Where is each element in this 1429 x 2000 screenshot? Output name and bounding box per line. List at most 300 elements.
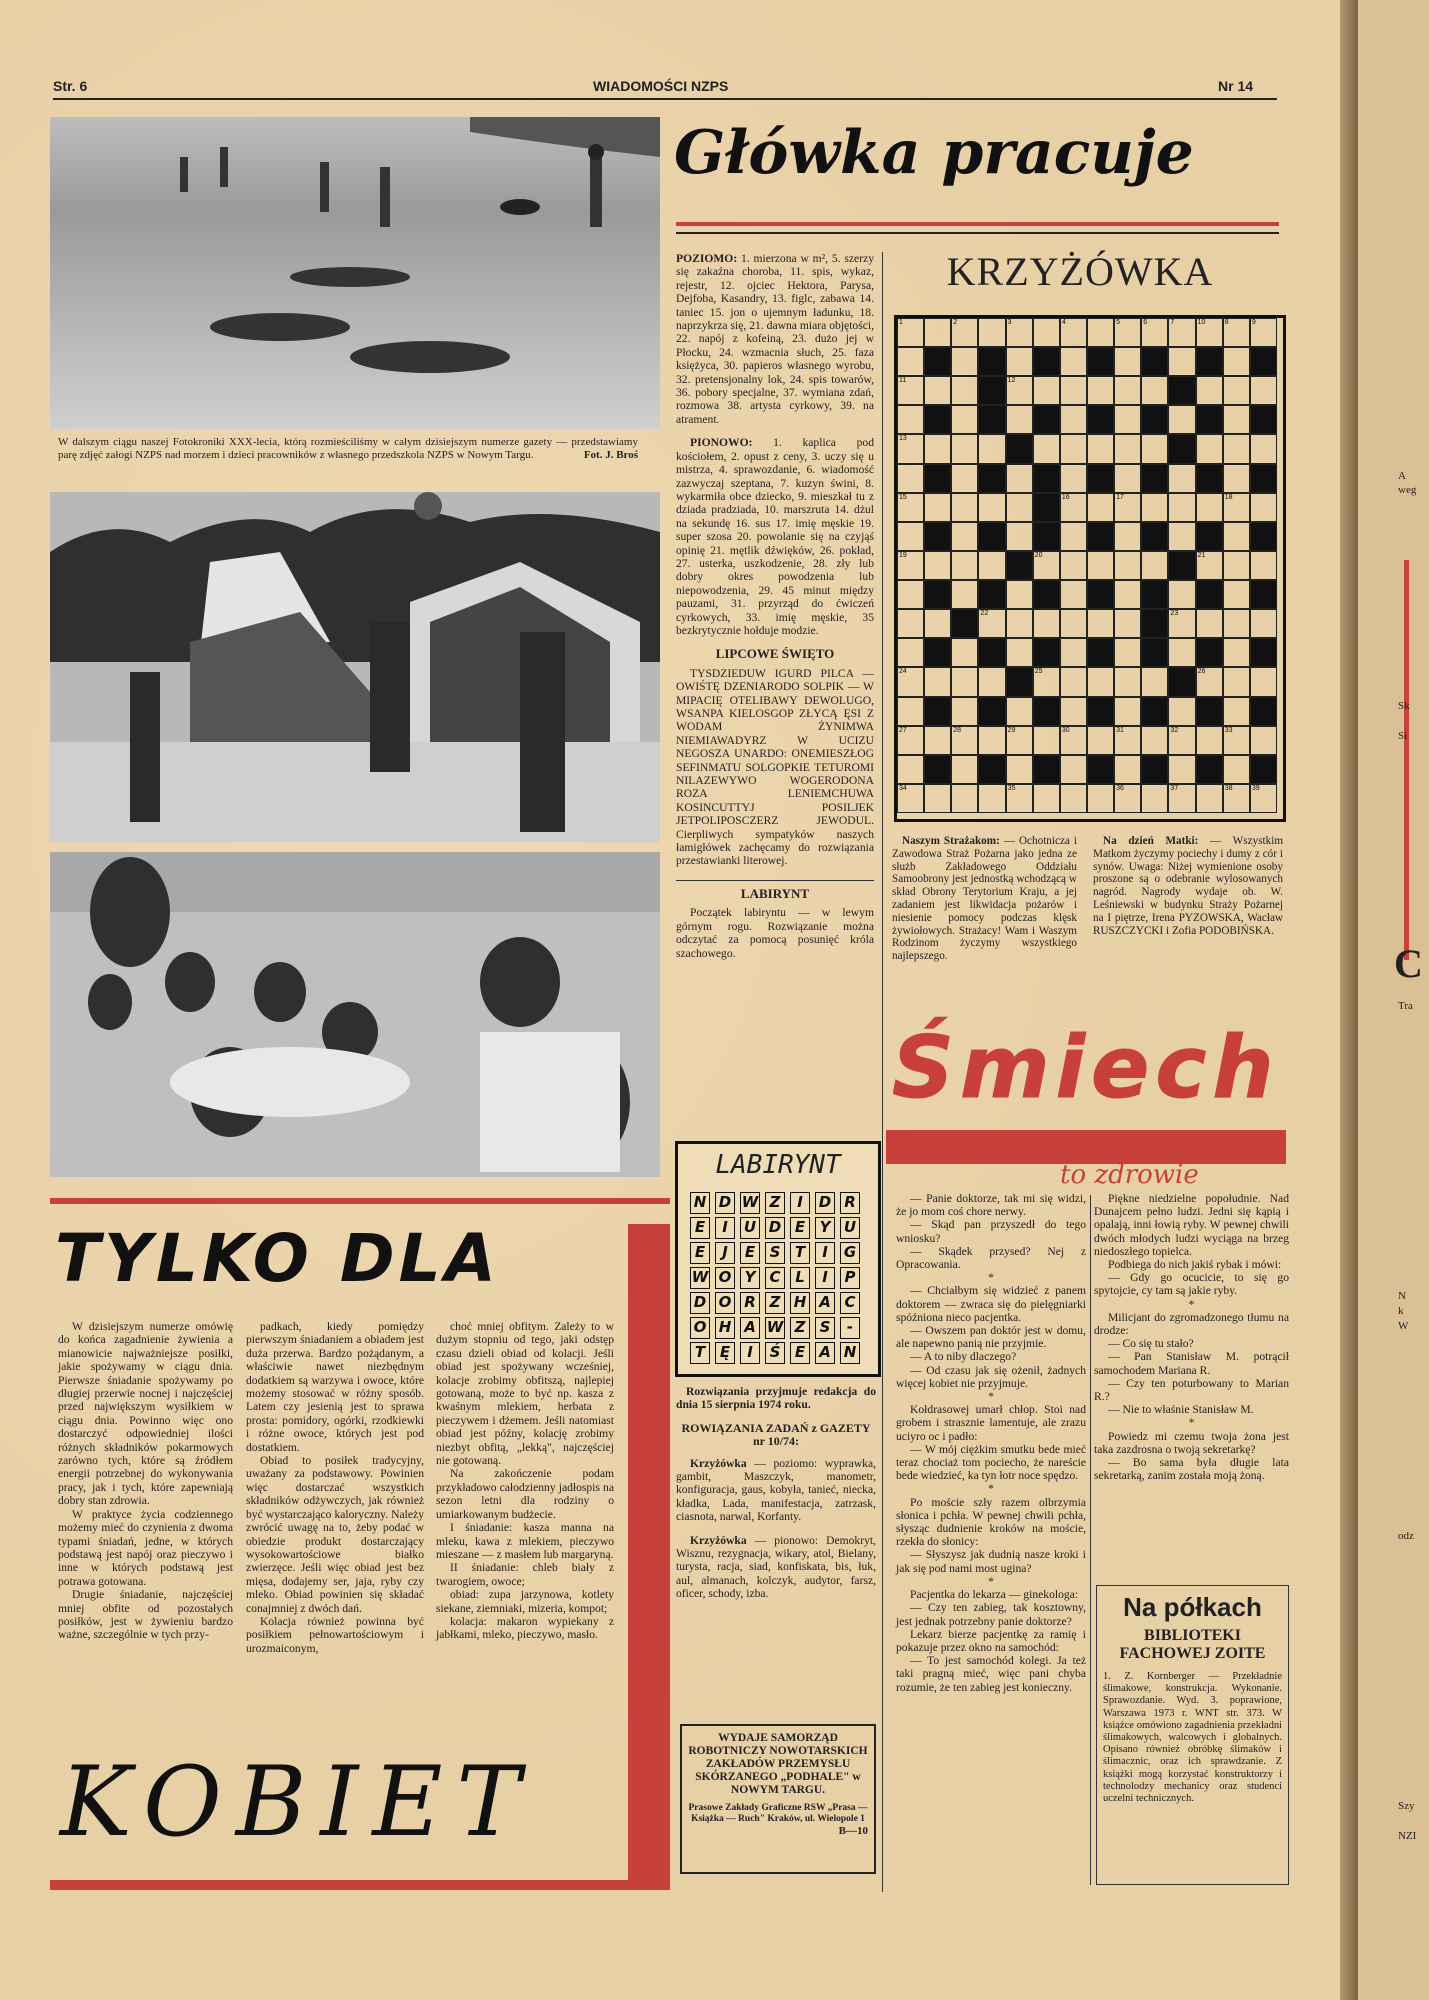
smiech-banner <box>886 1130 1286 1164</box>
crossword-cell <box>1141 580 1168 609</box>
labirynt-letter: O <box>715 1292 735 1314</box>
labirynt-letter: O <box>715 1267 735 1289</box>
crossword-cell <box>978 667 1005 696</box>
crossword-cell-number: 19 <box>899 551 907 559</box>
smiech-col1-para: — Skądek przysed? Nej z Opracowania. <box>896 1244 1086 1272</box>
smiech-col1-para: * <box>988 1574 994 1588</box>
crossword-cell <box>1006 347 1033 376</box>
crossword-cell <box>1060 784 1087 813</box>
crossword-cell <box>1114 638 1141 667</box>
kobiet-col3-para: I śniadanie: kasza manna na mleku, kawa z mlekiem, pieczywo mieszane — z masłem lub margaryną. <box>436 1521 614 1561</box>
smiech-col1-para: — Panie doktorze, tak mi się widzi, że jo mom coś chore nerwy. <box>896 1192 1086 1219</box>
crossword-cell <box>1250 376 1277 405</box>
smiech-col1-para: — Słyszysz jak dudnią nasze kroki i jak się pod nami most ugina? <box>896 1548 1086 1575</box>
crossword-cell-number: 22 <box>980 610 989 618</box>
smiech-col2-para: Powiedz mi czemu twoja żona jest taka zazdrosna o twoją sekretarkę? <box>1094 1429 1289 1456</box>
page-spine <box>1340 0 1358 2000</box>
crossword-cell <box>1141 405 1168 434</box>
crossword-cell <box>897 464 924 493</box>
labirynt-letter: Z <box>790 1317 810 1339</box>
smiech-col2-para: — Co się tu stało? <box>1108 1337 1194 1351</box>
jokes-column-2 <box>1094 1192 1289 1482</box>
kobiet-col2-para: padkach, kiedy pomiędzy pierwszym śniadaniem a obiadem jest duża przerwa. Bardzo pożądanym, a właściwie nawet niezbędnym dodatkiem są warzywa i owoce, które możemy stosować w różny sposób. Latem czy jesienią jest to sprawa prosta: pomidory, ogórki, rzodkiewki i różne owoce, których jest pod dostatkiem. <box>246 1320 424 1454</box>
crossword-cell <box>1033 609 1060 638</box>
crossword-cell <box>978 697 1005 726</box>
crossword-cell <box>897 726 924 755</box>
labirynt-letter: N <box>690 1192 710 1214</box>
next-page-fragment: Sk <box>1398 700 1410 712</box>
crossword-cell <box>1168 755 1195 784</box>
labirynt-letter: Ę <box>715 1342 735 1364</box>
smiech-subtitle: to zdrowie <box>1060 1160 1199 1190</box>
camping-photo <box>50 492 660 842</box>
crossword-cell <box>1168 347 1195 376</box>
crossword-cell <box>1060 405 1087 434</box>
crossword-cell <box>1087 784 1114 813</box>
crossword-cell-number: 5 <box>1116 319 1121 326</box>
crossword-cell <box>1250 347 1277 376</box>
crossword-cell <box>897 347 924 376</box>
crossword-cell <box>1087 580 1114 609</box>
crossword-cell <box>1006 638 1033 667</box>
strazakom-note <box>892 835 1077 963</box>
crossword-cell <box>1250 609 1277 638</box>
crossword-cell <box>897 551 924 580</box>
crossword-cell <box>1141 464 1168 493</box>
crossword-cell <box>1223 580 1250 609</box>
kobiet-col1-para: W praktyce życia codziennego możemy mieć do czynienia z dwoma typami śniadań, jedne, w których podstawą jest napój oraz pieczywo i inne w których podstawą jest potrawa gotowana. <box>58 1507 233 1588</box>
crossword-cell <box>1087 638 1114 667</box>
rozw2-label: Krzyżówka <box>690 1533 747 1547</box>
crossword-cell <box>978 784 1005 813</box>
crossword-cell <box>1168 638 1195 667</box>
rowiazania-title: ROWIĄZANIA ZADAŃ z GAZETY nr 10/74: <box>681 1420 871 1449</box>
crossword-cell <box>924 376 951 405</box>
crossword-cell-number: 10 <box>1197 319 1206 326</box>
labirynt-letter: D <box>715 1192 735 1214</box>
crossword-cell <box>1250 580 1277 609</box>
rozwiazania-column <box>676 1385 876 1601</box>
crossword-cell <box>1060 376 1087 405</box>
crossword-grid <box>894 315 1286 822</box>
labirynt-letter: I <box>815 1242 835 1264</box>
crossword-cell <box>1114 464 1141 493</box>
crossword-cell <box>978 347 1005 376</box>
smiech-col2-para: — Gdy go ocucicie, to się go spytojcie, cy tam są jakie ryby. <box>1094 1271 1289 1298</box>
crossword-cell <box>1033 755 1060 784</box>
crossword-cell <box>1114 434 1141 463</box>
crossword-cell <box>1033 405 1060 434</box>
crossword-cell <box>1087 493 1114 522</box>
crossword-cell <box>1223 784 1250 813</box>
crossword-cell <box>924 580 951 609</box>
smiech-col2-para: — Nie to właśnie Stanisław M. <box>1108 1403 1254 1417</box>
crossword-cell <box>1114 609 1141 638</box>
crossword-cell <box>897 318 924 347</box>
crossword-cell <box>1196 697 1223 726</box>
kobiet-column-1 <box>58 1320 233 1642</box>
crossword-cell <box>897 784 924 813</box>
crossword-cell <box>1060 493 1087 522</box>
labirynt-letter: E <box>790 1342 810 1364</box>
crossword-cell <box>1196 638 1223 667</box>
crossword-cell <box>924 434 951 463</box>
crossword-cell <box>1033 667 1060 696</box>
next-page-fragment: weg <box>1398 484 1417 496</box>
smiech-col2-para: — Bo sama była długie lata sekretarką, zanim została moją żoną. <box>1094 1456 1289 1483</box>
crossword-cell-number: 9 <box>1251 319 1256 326</box>
crossword-cell-number: 21 <box>1197 551 1206 559</box>
smiech-col1-para: Po moście szły razem olbrzymia słonica i pchła. W pewnej chwili pchła, słysząc dudnienie kroków na moście, rzekła do słonicy: <box>896 1495 1086 1549</box>
crossword-cell <box>1087 434 1114 463</box>
polkach-text: 1. Z. Kornberger — Przekładnie ślimakowe, konstrukcja. Wykonanie. Sprawozdanie. Wyd. 3. poprawione, Warszawa 1973 r. WNT str. 373. W książce omówiono zagadnienia przekładni ślimakowych, walcowych i globalnych. Opisano również obróbkę ślimaków i ślimacznic, oraz ich sprawdzanie. Z książki mogą korzystać konstruktorzy i technolodzy mechanicy oraz studenci uczelni technicznych. <box>1103 1671 1282 1805</box>
crossword-cell-number: 35 <box>1007 784 1016 792</box>
labirynt-letter: D <box>690 1292 710 1314</box>
smiech-col1-para: * <box>988 1390 994 1404</box>
crossword-cell-number: 8 <box>1224 319 1229 326</box>
crossword-cell <box>1114 580 1141 609</box>
crossword-cell <box>1196 318 1223 347</box>
glowka-underline <box>676 222 1279 226</box>
crossword-cell <box>1250 638 1277 667</box>
crossword-cell <box>978 493 1005 522</box>
labirynt-letter: E <box>740 1242 760 1264</box>
labirynt-letter: S <box>765 1242 785 1264</box>
smiech-col2-para: Milicjant do zgromadzonego tłumu na drodze: <box>1094 1310 1289 1338</box>
labirynt-letter: Z <box>765 1192 785 1214</box>
crossword-cell <box>1250 667 1277 696</box>
crossword-cell <box>1006 726 1033 755</box>
crossword-cell <box>1223 493 1250 522</box>
labirynt-letter: N <box>840 1342 860 1364</box>
crossword-cell <box>1006 551 1033 580</box>
crossword-cell <box>1223 318 1250 347</box>
rozw1-text: — poziomo: wyprawka, gambit, Maszczyk, manometr, konfiguracja, gaus, kobyła, tanieć, niecka, kładka, Lada, manifestacja, zatrzask, ciasnota, narwal, Korfanty. <box>676 1456 877 1524</box>
crossword-cell <box>1141 726 1168 755</box>
kobiet-frame-top <box>50 1198 670 1204</box>
kobiet-col3-para: Na zakończenie podam przykładowo całodzienny jadłospis na sezon letni dla rodziny o umiarkowanym budżecie. <box>436 1467 614 1521</box>
next-page-fragment: odz <box>1398 1530 1414 1542</box>
crossword-cell-number: 13 <box>899 435 907 443</box>
crossword-cell <box>1060 522 1087 551</box>
labirynt-title: LABIRYNT <box>676 880 874 900</box>
labirynt-letter: E <box>790 1217 810 1239</box>
labirynt-letter: - <box>840 1317 860 1339</box>
crossword-cell <box>1141 697 1168 726</box>
crossword-cell <box>1006 697 1033 726</box>
labirynt-letter: I <box>715 1217 735 1239</box>
crossword-cell <box>978 318 1005 347</box>
crossword-cell <box>1087 347 1114 376</box>
page-number: Str. 6 <box>53 78 88 94</box>
crossword-cell <box>951 580 978 609</box>
labirynt-letter: R <box>840 1192 860 1214</box>
wydaje-text: WYDAJE SAMORZĄD ROBOTNICZY NOWOTARSKICH ZAKŁADÓW PRZEMYSŁU SKÓRZANEGO „PODHALE" w NOWYM TARGU. <box>688 1732 868 1796</box>
crossword-cell <box>1141 638 1168 667</box>
crossword-cell <box>1250 405 1277 434</box>
crossword-cell <box>951 755 978 784</box>
crossword-cell <box>1141 784 1168 813</box>
crossword-cell <box>1141 347 1168 376</box>
crossword-cell <box>924 318 951 347</box>
crossword-cell <box>1087 697 1114 726</box>
druk-nr: B—10 <box>838 1825 868 1837</box>
crossword-cell <box>924 784 951 813</box>
labirynt-letter: H <box>790 1292 810 1314</box>
crossword-cell <box>1033 434 1060 463</box>
crossword-cell <box>1114 697 1141 726</box>
labirynt-letter: R <box>740 1292 760 1314</box>
crossword-cell <box>897 522 924 551</box>
crossword-cell <box>1196 755 1223 784</box>
crossword-cell <box>1168 376 1195 405</box>
crossword-cell <box>1033 580 1060 609</box>
crossword-cell-number: 23 <box>1170 610 1179 618</box>
crossword-cell <box>897 755 924 784</box>
crossword-cell <box>951 464 978 493</box>
kobiet-col1-para: W dzisiejszym numerze omówię do końca zagadnienie żywienia a mianowicie najważniejsze posiłki, jakie spożywamy w ciągu dnia. Pierwsze śniadanie spożywamy po długiej przerwie nocnej i najczęściej przed największym wysiłkiem w ciągu dnia. Powinno więc ono dostarczyć odpowiedniej ilości różnych składników pokarmowych zarówno tych, które są źródłem energii potrzebnej do wykonywania pracy, jak i tych, które zapewniają dobry stan zdrowia. <box>58 1320 233 1508</box>
smiech-col1-para: Pacjentka do lekarza — ginekologa: <box>910 1588 1079 1602</box>
crossword-cell-number: 17 <box>1116 493 1124 501</box>
labirynt-letter: D <box>765 1217 785 1239</box>
crossword-cell <box>1006 434 1033 463</box>
crossword-cell <box>951 551 978 580</box>
crossword-cell-number: 29 <box>1007 726 1016 734</box>
crossword-cell <box>1087 522 1114 551</box>
crossword-cell <box>1168 667 1195 696</box>
issue-number: Nr 14 <box>1218 78 1254 94</box>
smiech-col1-para: Kołdrasowej umarł chłop. Stoi nad grobem i strasznie lamentuje, ale zrazu uciyro oc i padło: <box>896 1403 1086 1443</box>
crossword-cell <box>1168 318 1195 347</box>
photo-caption: W dalszym ciągu naszej Fotokroniki XXX-lecia, którą rozmieściliśmy w całym dzisiejszym numerze gazety — przedstawiamy parę zdjęć załogi NZPS nad morzem i dzieci pracowników z własnego przedszkola NZPS w Nowym Targu. Fot. J. Broś <box>58 436 638 461</box>
crossword-cell <box>978 580 1005 609</box>
crossword-cell <box>978 726 1005 755</box>
crossword-cell <box>951 347 978 376</box>
crossword-cell <box>1196 726 1223 755</box>
page-header <box>53 76 1277 100</box>
crossword-cell-number: 11 <box>899 377 907 385</box>
crossword-cell <box>951 405 978 434</box>
crossword-cell <box>1168 726 1195 755</box>
labirynt-letter: A <box>740 1317 760 1339</box>
smiech-col1-para: — A to niby dlaczego? <box>910 1350 1017 1364</box>
crossword-cell <box>1033 551 1060 580</box>
crossword-cell-number: 31 <box>1116 726 1124 734</box>
crossword-cell <box>1087 609 1114 638</box>
next-page-fragment: k <box>1398 1305 1404 1317</box>
crossword-cell <box>951 522 978 551</box>
crossword-cell <box>1114 755 1141 784</box>
crossword-cell <box>1168 434 1195 463</box>
crossword-cell <box>897 667 924 696</box>
smiech-col2-para: Podbiega do nich jakiś rybak i mówi: <box>1108 1258 1282 1272</box>
labirynt-letter: A <box>815 1292 835 1314</box>
crossword-cell-number: 30 <box>1061 726 1070 734</box>
crossword-cell-number: 25 <box>1034 668 1043 676</box>
jokes-column-1 <box>896 1192 1086 1694</box>
rozw2-text: — pionowo: Demokryt, Wisznu, rezygnacja, wikary, atol, Bielany, turysta, racja, siad, konfiskata, bis, łuk, aul, almanach, kolczyk, audytor, farsz, oficer, schody, izba. <box>676 1533 876 1601</box>
glowka-rule <box>676 232 1279 234</box>
crossword-cell <box>1223 522 1250 551</box>
crossword-cell <box>951 784 978 813</box>
crossword-cell <box>1033 697 1060 726</box>
crossword-cell-number: 4 <box>1061 319 1066 326</box>
kobiet-col3-para: kolacja: makaron wypiekany z jabłkami, mleko, pieczywo, masło. <box>436 1614 614 1642</box>
crossword-cell <box>1250 434 1277 463</box>
crossword-cell <box>1168 784 1195 813</box>
labirynt-letter: P <box>840 1267 860 1289</box>
kobiet-frame-bottom <box>50 1880 670 1890</box>
crossword-cell-number: 24 <box>899 668 907 676</box>
crossword-cell <box>1033 376 1060 405</box>
crossword-cell <box>1006 755 1033 784</box>
crossword-cell <box>924 726 951 755</box>
next-page-fragment: Tra <box>1398 1000 1413 1012</box>
crossword-cell <box>1223 667 1250 696</box>
labirynt-letter: S <box>815 1317 835 1339</box>
beach-photo <box>50 117 660 429</box>
crossword-cell <box>924 464 951 493</box>
crossword-cell <box>1087 726 1114 755</box>
strazakom-label: Naszym Strażakom: <box>902 835 1000 847</box>
crossword-cell <box>1223 697 1250 726</box>
photo-credit: Fot. J. Broś <box>583 449 638 461</box>
labirynt-letter: W <box>690 1267 710 1289</box>
crossword-cell <box>924 522 951 551</box>
crossword-cell-number: 37 <box>1170 784 1179 792</box>
lipcowe-text: TYSDZIEDUW IGURD PILCA — OWIŚTĘ DZENIARODO SOLPIK — W MIPACIĘ OTELIBAWY DEWOLUGO, WSANPA KIELOSGOP ZŁYCĄ ĘSI Z WODAM ŻYNIMWA NIEMIAWADYRZ W UCIZU NEGOSZA UNARDO: ONEMIESZŁOG SEFINMATU SOLGOPKIE TETUROMI NILAZEWYWO WOGERODONA ROZA LENIEMCHUWA KOSINCUTTYJ POSILJEK JETPOLIPOSCZERZ JEWODUL. Cierpliwych sympatyków naszych łamigłówek zachęcamy do rozwiązania przestawianki literowej. <box>676 666 874 868</box>
crossword-cell-number: 15 <box>899 493 907 501</box>
crossword-cell <box>1141 551 1168 580</box>
crossword-cell <box>1168 405 1195 434</box>
column-divider <box>882 252 883 1892</box>
crossword-cell-number: 38 <box>1224 784 1233 792</box>
lipcowe-title: LIPCOWE ŚWIĘTO <box>715 646 835 662</box>
crossword-cell <box>897 697 924 726</box>
crossword-cell <box>897 405 924 434</box>
crossword-cell <box>897 580 924 609</box>
kobiet-title: KOBIET <box>60 1746 535 1858</box>
crossword-cell <box>1223 726 1250 755</box>
smiech-col1-para: — Czy ten zabieg, tak kosztowny, jest jednak potrzebny panie doktorze? <box>896 1601 1086 1628</box>
kobiet-col2-para: Kolacja również powinna być posiłkiem pełnowartościowym i urozmaiconym, <box>246 1614 424 1655</box>
crossword-cell <box>1114 551 1141 580</box>
crossword-cell <box>978 522 1005 551</box>
crossword-cell <box>1196 551 1223 580</box>
kobiet-col3-para: II śniadanie: chleb biały z twarogiem, owoce; <box>436 1561 614 1588</box>
polkach-sub1: BIBLIOTEKI <box>1144 1627 1241 1644</box>
crossword-cell <box>1250 726 1277 755</box>
pionowo-label: PIONOWO: <box>690 436 753 450</box>
smiech-col1-para: Lekarz bierze pacjentkę za ramię i pokazuje przez okno na samochód: <box>896 1627 1086 1654</box>
crossword-cell <box>1087 318 1114 347</box>
crossword-cell <box>1114 493 1141 522</box>
clues-column <box>676 252 874 960</box>
crossword-cell <box>1168 464 1195 493</box>
crossword-cell-number: 28 <box>953 726 962 734</box>
crossword-cell <box>1006 522 1033 551</box>
crossword-cell <box>1223 405 1250 434</box>
crossword-cell <box>1114 522 1141 551</box>
smiech-col1-para: — Od czasu jak się ożenił, żadnych więcej kobiet nie przyjmuje. <box>896 1363 1086 1390</box>
crossword-cell <box>1060 580 1087 609</box>
crossword-cell <box>1006 405 1033 434</box>
crossword-cell <box>1196 522 1223 551</box>
smiech-col1-para: — To jest samochód kolegi. Ja też taki pragną mieć, więc pani chyba rozumie, że ten zabieg jest konieczny. <box>896 1654 1086 1694</box>
pionowo-clues: 1. kaplica pod kościołem, 2. opust z ceny, 3. uczy się u mistrza, 4. sprawozdanie, 6. wiadomość zazwyczaj szeptana, 7. kuzyn świni, 8. wykarmiła obce dziecko, 9. mieszkał tu z dziada pradziada, 10. marszruta 14. dżul na sekundę 16. sus 17. imię męskie 19. super szosa 20. powolanie się na czyjąś opinię 21. mętlik dźwięków, 26. pokład, 27. usterka, uszkodzenie, 28. zły lub dobry okres powodzenia lub niepowodzenia, 29. 45 minut między pauzami, 31. przyrząd do ćwiczeń cyrkowych, 33. imię męskie, 35 bezkrytycznie hołduje modzie. <box>676 436 874 637</box>
labirynt-letter: H <box>715 1317 735 1339</box>
crossword-cell <box>1168 522 1195 551</box>
crossword-cell-number: 3 <box>1007 319 1012 326</box>
crossword-cell <box>924 638 951 667</box>
crossword-cell <box>1196 376 1223 405</box>
smiech-col1-para: — W mój ciężkim smutku bede mieć teraz chociaż tom pociecho, że nareście bede wiedzieć, ka tyn łotr noce spędzo. <box>896 1442 1086 1483</box>
crossword-cell <box>1033 464 1060 493</box>
crossword-cell <box>1196 434 1223 463</box>
labirynt-text: Początek labiryntu — w lewym górnym rogu. Rozwiązanie można odczytać za pomocą posunięć króla szachowego. <box>676 906 874 960</box>
crossword-cell <box>1060 755 1087 784</box>
crossword-cell <box>978 609 1005 638</box>
crossword-cell <box>1168 580 1195 609</box>
labirynt-box <box>675 1141 881 1377</box>
crossword-cell <box>951 434 978 463</box>
smiech-col2-para: — Pan Stanisław M. potrącił samochodem Mariana R. <box>1094 1350 1289 1377</box>
smiech-col1-para: — Chciałbym się widzieć z panem doktorem — zwraca się do pielęgniarki spóźniona nieco pacjentka. <box>896 1284 1086 1324</box>
crossword-cell <box>1060 638 1087 667</box>
crossword-cell <box>1168 551 1195 580</box>
crossword-cell <box>1141 755 1168 784</box>
crossword-cell <box>1196 464 1223 493</box>
crossword-cell <box>1168 697 1195 726</box>
next-page-red-frame <box>1404 560 1429 960</box>
crossword-cell <box>1141 609 1168 638</box>
labirynt-letter: E <box>690 1217 710 1239</box>
crossword-cell <box>1196 609 1223 638</box>
crossword-cell <box>1033 784 1060 813</box>
labirynt-letter: J <box>715 1242 735 1264</box>
crossword-cell <box>1250 493 1277 522</box>
crossword-cell <box>1250 784 1277 813</box>
crossword-cell <box>1006 609 1033 638</box>
crossword-cell <box>1114 318 1141 347</box>
kobiet-column-3 <box>436 1320 614 1642</box>
crossword-cell <box>1250 464 1277 493</box>
crossword-cell <box>1060 464 1087 493</box>
labirynt-letter: A <box>815 1342 835 1364</box>
crossword-cell-number: 18 <box>1224 493 1233 501</box>
poziomo-clues: 1. mierzona w m², 5. szerzy się zakaźna choroba, 11. spis, wykaz, rejestr, 12. ojciec Hektora, Parysa, Dejfoba, Kasandry, 13. figlc, zabawa 14. taniec 15. jon o ujemnym ładunku, 18. naprzykrza się, 21. dawna miara objętości, 22. napój z kofeiną, 23. dużo jej w Płocku, 24. wzmacnia słuch, 25. faza księżyca, 30. papieros własnego wyrobu, 32. pretensjonalny lok, 24. spis towarów, 36. pobory specjalne, 37. wymiana zdań, rozmowa 38. artysta cyrkowy, 39. na atrament. <box>676 252 874 426</box>
labirynt-letter: Ś <box>765 1342 785 1364</box>
crossword-cell <box>1196 667 1223 696</box>
kindergarten-photo <box>50 852 660 1177</box>
crossword-cell <box>1033 638 1060 667</box>
crossword-cell <box>1006 493 1033 522</box>
crossword-cell <box>951 726 978 755</box>
crossword-cell <box>951 697 978 726</box>
labirynt-letter: W <box>765 1317 785 1339</box>
crossword-cell <box>1114 726 1141 755</box>
next-page-fragment: W <box>1398 1320 1409 1332</box>
crossword-cell <box>978 434 1005 463</box>
crossword-cell <box>978 638 1005 667</box>
labirynt-letter: U <box>840 1217 860 1239</box>
crossword-cell <box>1060 609 1087 638</box>
smiech-col2-para: * <box>1188 1416 1195 1430</box>
crossword-cell <box>1114 405 1141 434</box>
crossword-cell <box>1196 784 1223 813</box>
kobiet-col3-para: obiad: zupa jarzynowa, kotlety siekane, ziemniaki, mizeria, kompot; <box>436 1588 614 1615</box>
labirynt-letter: C <box>765 1267 785 1289</box>
